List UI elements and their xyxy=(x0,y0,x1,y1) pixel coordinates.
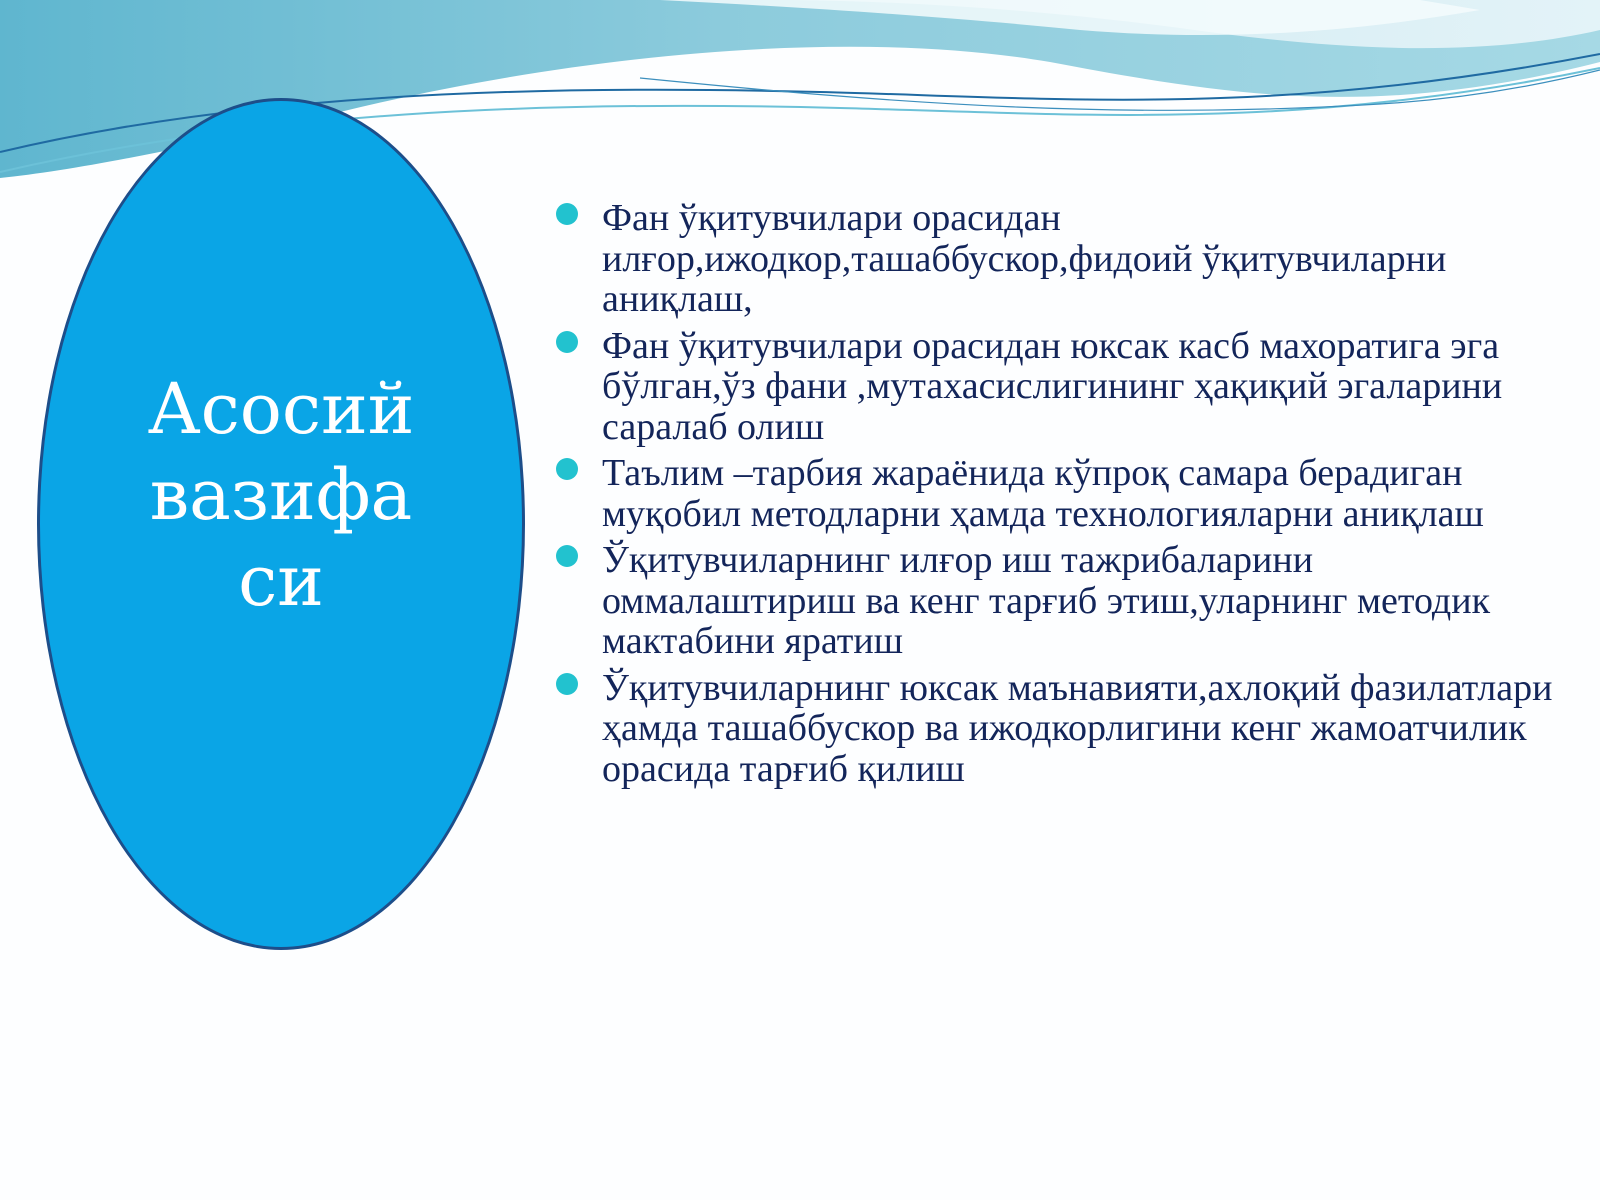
bullet-item xyxy=(554,540,1564,662)
bullet-item xyxy=(554,198,1564,320)
bullet-dot-icon xyxy=(556,331,578,353)
title-oval xyxy=(37,98,525,950)
bullet-text: Ўқитувчиларнинг юксак маънавияти,ахлоқий фазилатлари ҳамда ташаббускор ва ижодкорлигини кенг жамоатчилик орасида тарғиб қилиш xyxy=(602,666,1553,790)
bullet-text: Ўқитувчиларнинг илғор иш тажрибаларини оммалаштириш ва кенг тарғиб этиш,уларнинг методик мактабини яратиш xyxy=(602,539,1491,662)
bullet-dot-icon xyxy=(556,203,578,225)
bullet-text: Фан ўқитувчилари орасидан илғор,ижодкор,ташаббускор,фидоий ўқитувчиларни аниқлаш, xyxy=(602,197,1447,320)
bullet-dot-icon xyxy=(556,673,578,695)
bullet-dot-icon xyxy=(556,545,578,567)
bullet-dot-icon xyxy=(556,458,578,480)
bullet-text: Фан ўқитувчилари орасидан юксак касб махоратига эга бўлган,ўз фани ,мутахасислигининг ҳақиқий эгаларини саралаб олиш xyxy=(602,324,1503,448)
bullet-list xyxy=(554,198,1564,795)
bullet-item xyxy=(554,453,1564,534)
slide-title: Асосий вазифаси xyxy=(147,368,415,622)
bullet-text: Таълим –тарбия жараёнида кўпроқ самара берадиган муқобил методларни ҳамда технологияларни аниқлаш xyxy=(602,452,1484,535)
bullet-item xyxy=(554,668,1564,790)
bullet-item xyxy=(554,326,1564,448)
